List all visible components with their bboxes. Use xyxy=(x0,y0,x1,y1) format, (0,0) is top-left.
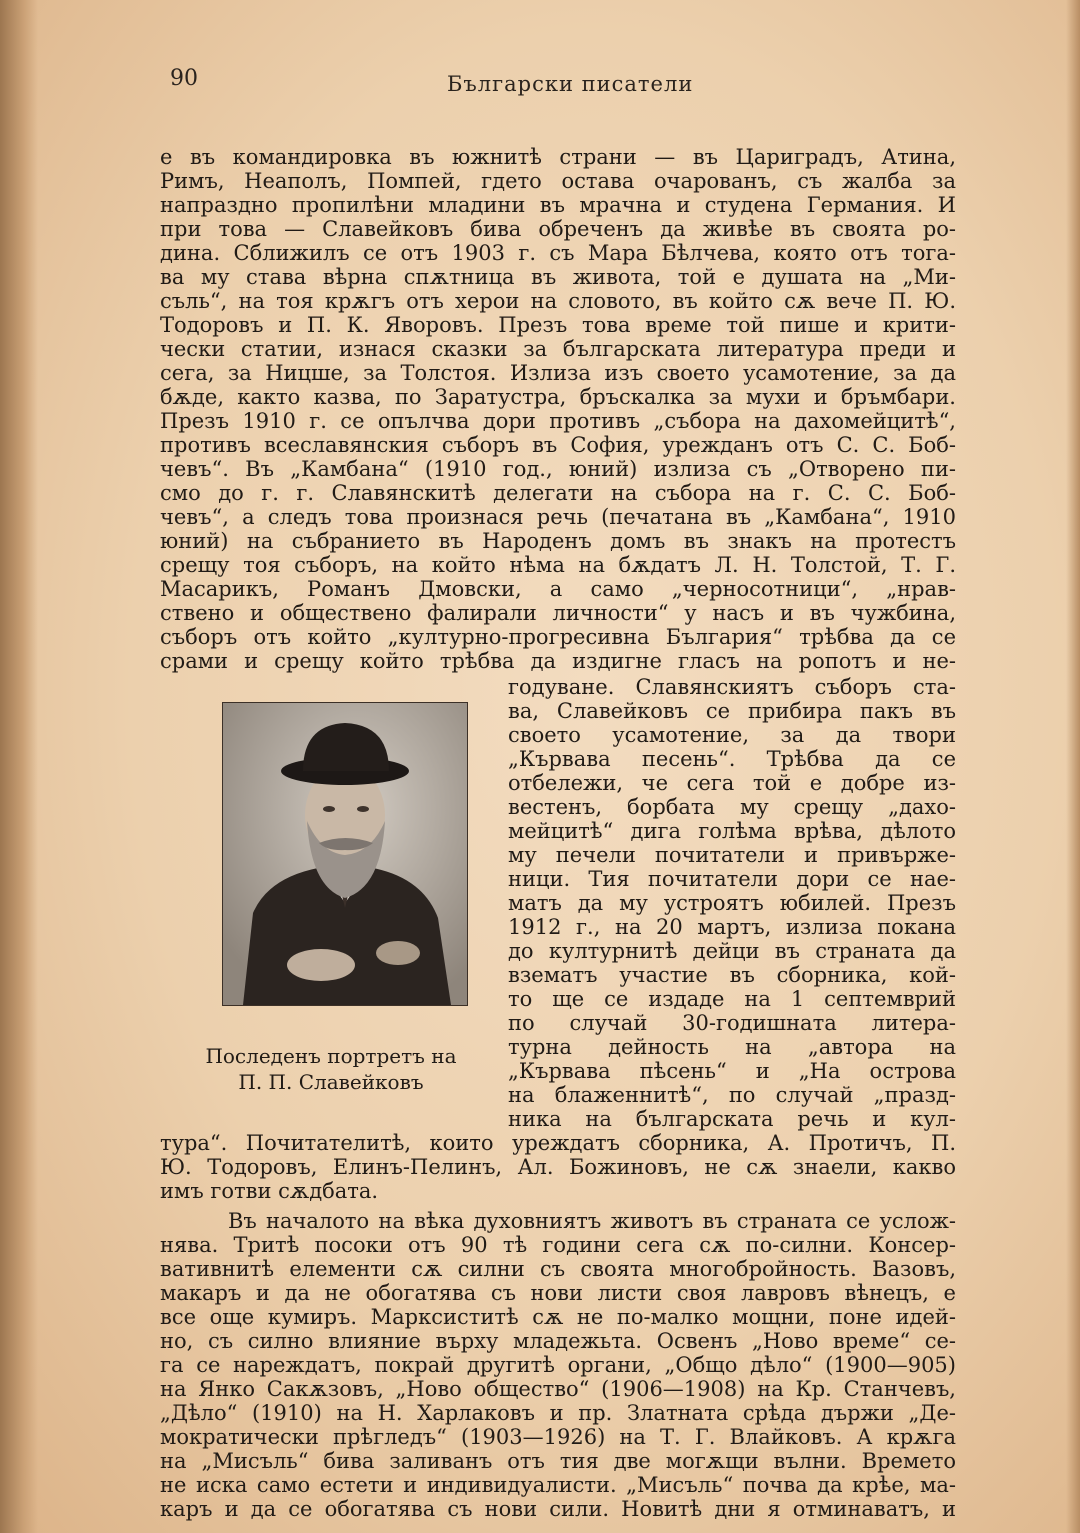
page-edge xyxy=(1066,0,1080,1533)
body-line: чевъ“, а следъ това произнася речь (печатана въ „Камбана“, 1910 xyxy=(160,505,956,529)
body-line: при това — Славейковъ бива обреченъ да живѣе въ своята ро- xyxy=(160,217,956,241)
body-line: на „Мисъль“ бива заливанъ отъ тия две могѫщи вълни. Времето xyxy=(160,1449,956,1473)
body-line: га се нареждатъ, покрай другитѣ органи, „Общо дѣло“ (1900—905) xyxy=(160,1353,956,1377)
body-line: „Кървава песень“. Трѣбва да се xyxy=(508,747,956,771)
body-line: напраздно пропилѣни младини въ мрачна и студена Германия. И xyxy=(160,193,956,217)
body-line: противъ всеславянския съборъ въ София, урежданъ отъ С. С. Боб- xyxy=(160,433,956,457)
body-line: матъ да му устроятъ юбилей. Презъ xyxy=(508,891,956,915)
body-line: сега, за Ницше, за Толстоя. Излиза изъ своето усамотение, за да xyxy=(160,361,956,385)
body-line: смо до г. г. Славянскитѣ делегати на събора на г. С. С. Боб- xyxy=(160,481,956,505)
body-line: Ю. Тодоровъ, Елинъ-Пелинъ, Ал. Божиновъ, не сѫ знаели, какво xyxy=(160,1155,956,1179)
body-line: на Янко Сакѫзовъ, „Ново общество“ (1906—1908) на Кр. Станчевъ, xyxy=(160,1377,956,1401)
body-line: Тодоровъ и П. К. Яворовъ. Презъ това време той пише и крити- xyxy=(160,313,956,337)
figure-caption-line: П. П. Славейковъ xyxy=(238,1070,424,1094)
body-line: чески статии, изнася сказки за българската литература преди и xyxy=(160,337,956,361)
body-line: то ще се издаде на 1 септемврий xyxy=(508,987,956,1011)
body-line: дина. Сближилъ се отъ 1903 г. съ Мара Бѣлчева, която отъ тога- xyxy=(160,241,956,265)
body-line: е въ командировка въ южнитѣ страни — въ Цариградъ, Атина, xyxy=(160,145,956,169)
body-line: нява. Тритѣ посоки отъ 90 тѣ години сега сѫ по-силни. Консер- xyxy=(160,1233,956,1257)
body-line: съль“, на тоя крѫгъ отъ херои на словото, въ който сѫ вече П. Ю. xyxy=(160,289,956,313)
body-line: макаръ и да не обогатява съ нови листи своя лавровъ вѣнецъ, е xyxy=(160,1281,956,1305)
body-line: отбележи, че сега той е добре из- xyxy=(508,771,956,795)
body-line: мейцитѣ“ дига голѣма врѣва, дѣлото xyxy=(508,819,956,843)
binding-shadow xyxy=(0,0,38,1533)
body-line: имъ готви сѫдбата. xyxy=(160,1179,379,1203)
body-line: юний) на събранието въ Народенъ домъ въ знакъ на протестъ xyxy=(160,529,956,553)
body-line: съборъ отъ който „културно-прогресивна България“ трѣбва да се xyxy=(160,625,956,649)
paragraph-first-line: Въ началото на вѣка духовниятъ животъ въ страната се услож- xyxy=(228,1209,956,1233)
body-line: своето усамотение, за да твори xyxy=(508,723,956,747)
body-line: годуване. Славянскиятъ съборъ ста- xyxy=(508,675,956,699)
body-line: вестенъ, борбата му срещу „дахо- xyxy=(508,795,956,819)
body-line: взематъ участие въ сборника, кой- xyxy=(508,963,956,987)
body-line: ници. Тия почитатели дори се нае- xyxy=(508,867,956,891)
body-line: но, съ силно влияние върху младежьта. Освенъ „Ново време“ се- xyxy=(160,1329,956,1353)
body-line: Масарикъ, Романъ Дмовски, а само „черносотници“, „нрав- xyxy=(160,577,956,601)
portrait-image xyxy=(223,703,467,1005)
body-line: на блаженнитѣ“, по случай „празд- xyxy=(508,1083,956,1107)
body-line: му печели почитатели и привърже- xyxy=(508,843,956,867)
body-line: мократически прѣгледъ“ (1903—1926) на Т. Г. Влайковъ. А крѫга xyxy=(160,1425,956,1449)
running-title: Български писатели xyxy=(447,72,694,96)
figure-caption-line: Последенъ портретъ на xyxy=(205,1044,457,1068)
body-line: не иска само естети и индивидуалисти. „Мисъль“ почва да крѣе, ма- xyxy=(160,1473,956,1497)
body-line: все още кумиръ. Марксиститѣ сѫ не по-малко мощни, поне идей- xyxy=(160,1305,956,1329)
body-line: Презъ 1910 г. се опълчва дори противъ „събора на дахомейцитѣ“, xyxy=(160,409,956,433)
body-line: ва му става вѣрна спѫтница въ живота, той е душата на „Ми- xyxy=(160,265,956,289)
body-line: тура“. Почитателитѣ, които уреждатъ сборника, А. Протичъ, П. xyxy=(160,1131,956,1155)
body-line: по случай 30-годишната литера- xyxy=(508,1011,956,1035)
body-line: „Кървава пѣсень“ и „На острова xyxy=(508,1059,956,1083)
page-number: 90 xyxy=(170,66,198,91)
body-line: бѫде, както казва, по Заратустра, бръскалка за мухи и бръмбари. xyxy=(160,385,956,409)
body-line: срещу тоя съборъ, на който нѣма на бѫдатъ Л. Н. Толстой, Т. Г. xyxy=(160,553,956,577)
body-line: ника на българската речь и кул- xyxy=(508,1107,956,1131)
body-line: чевъ“. Въ „Камбана“ (1910 год., юний) излиза съ „Отворено пи- xyxy=(160,457,956,481)
body-line: „Дѣло“ (1910) на Н. Харлаковъ и пр. Златната срѣда държи „Де- xyxy=(160,1401,956,1425)
body-line: срами и срещу който трѣбва да издигне гласъ на ропотъ и не- xyxy=(160,649,956,673)
body-line: ва, Славейковъ се прибира пакъ въ xyxy=(508,699,956,723)
body-line: турна дейность на „автора на xyxy=(508,1035,956,1059)
body-line: ствено и обществено фалирали личности“ у насъ и въ чужбина, xyxy=(160,601,956,625)
portrait-photo xyxy=(222,702,468,1006)
body-line: 1912 г., на 20 мартъ, излиза покана xyxy=(508,915,956,939)
body-line: Римъ, Неаполъ, Помпей, гдето остава очарованъ, съ жалба за xyxy=(160,169,956,193)
body-line: каръ и да се обогатява съ нови сили. Новитѣ дни я отминаватъ, и xyxy=(160,1497,956,1521)
body-line: до културнитѣ дейци въ страната да xyxy=(508,939,956,963)
body-line: вативнитѣ елементи сѫ силни съ своята многобройность. Вазовъ, xyxy=(160,1257,956,1281)
